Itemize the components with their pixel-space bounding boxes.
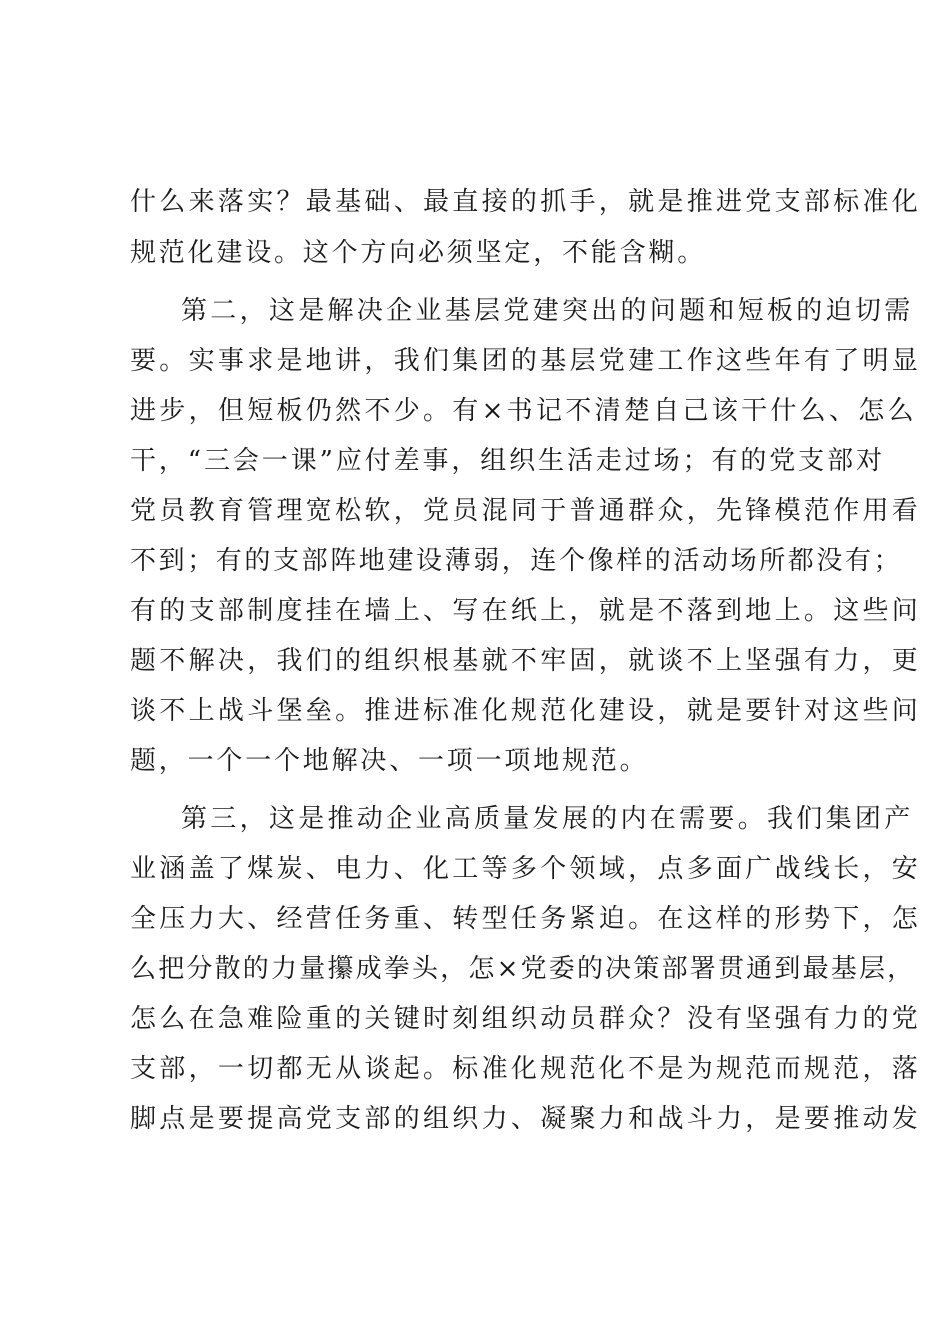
- text-line: 进步，但短板仍然不少。有×书记不清楚自己该干什么、怎么: [130, 396, 917, 426]
- text-line: 什么来落实？最基础、最直接的抓手，就是推进党支部标准化: [130, 187, 922, 217]
- text-line: 怎么在急难险重的关键时刻组织动员群众？没有坚强有力的党: [130, 1004, 922, 1034]
- text-line: 题，一个一个地解决、一项一项地规范。: [130, 746, 649, 776]
- paragraph-start-line: 第三，这是推动企业高质量发展的内在需要。我们集团产: [181, 804, 914, 834]
- text-line: 党员教育管理宽松软，党员混同于普通群众，先锋模范作用看: [130, 496, 922, 526]
- text-line: 全压力大、经营任务重、转型任务紧迫。在这样的形势下，怎: [130, 904, 922, 934]
- text-line: 规范化建设。这个方向必须坚定，不能含糊。: [130, 238, 707, 268]
- text-line: 么把分散的力量攥成拳头，怎×党委的决策部署贯通到最基层，: [130, 954, 916, 984]
- text-line: 不到；有的支部阵地建设薄弱，连个像样的活动场所都没有；: [130, 546, 903, 576]
- text-line: 业涵盖了煤炭、电力、化工等多个领域，点多面广战线长，安: [130, 854, 922, 884]
- text-line: 谈不上战斗堡垒。推进标准化规范化建设，就是要针对这些问: [130, 696, 922, 726]
- paragraph-start-line: 第二，这是解决企业基层党建突出的问题和短板的迫切需: [181, 296, 914, 326]
- text-line: 题不解决，我们的组织根基就不牢固，就谈不上坚强有力，更: [130, 646, 922, 676]
- text-line: 干，“三会一课”应付差事，组织生活走过场；有的党支部对: [130, 446, 885, 476]
- text-line: 有的支部制度挂在墙上、写在纸上，就是不落到地上。这些问: [130, 596, 922, 626]
- text-line: 支部，一切都无从谈起。标准化规范化不是为规范而规范，落: [130, 1054, 922, 1084]
- text-line: 要。实事求是地讲，我们集团的基层党建工作这些年有了明显: [130, 346, 922, 376]
- text-line: 脚点是要提高党支部的组织力、凝聚力和战斗力，是要推动发: [130, 1104, 922, 1134]
